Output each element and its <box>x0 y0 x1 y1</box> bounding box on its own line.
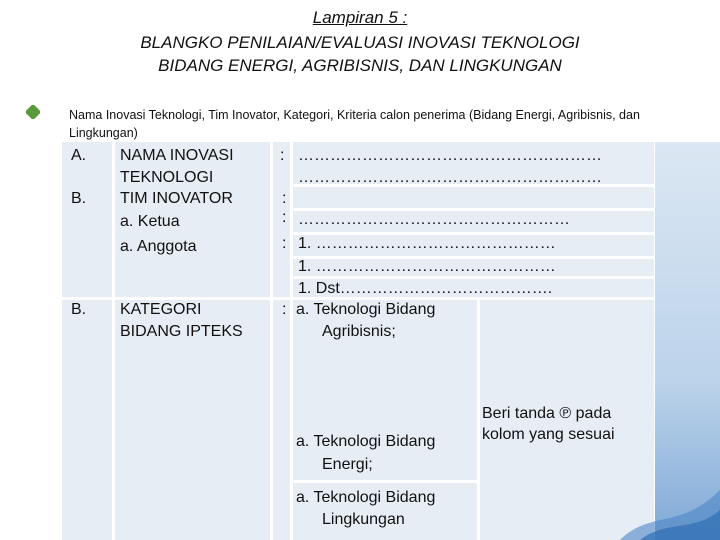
ketua-label: a. Ketua <box>120 213 180 230</box>
checkbox-cell-agribisnis[interactable] <box>480 300 652 395</box>
anggota-colon: : <box>282 235 287 252</box>
row-a-letter: A. <box>71 147 87 164</box>
kategori-colon: : <box>282 301 287 318</box>
ketua-field[interactable]: …………………………………………… <box>298 211 570 228</box>
anggota-field-2[interactable]: 1. ……………………………………… <box>298 258 556 275</box>
option-energi-line1: a. Teknologi Bidang <box>296 433 436 450</box>
option-agribisnis-line1: a. Teknologi Bidang <box>296 301 436 318</box>
row-b-letter: B. <box>71 190 87 207</box>
anggota-field-3[interactable]: 1. Dst…………………………………. <box>298 280 553 297</box>
form-title-line2: BIDANG ENERGI, AGRIBISNIS, DAN LINGKUNGAN <box>158 56 562 75</box>
instruction-note-line1: Beri tanda ℗ pada <box>482 405 612 422</box>
form-title-line1: BLANGKO PENILAIAN/EVALUASI INOVASI TEKNOLOGI <box>140 33 580 52</box>
checkbox-cell-lingkungan[interactable] <box>480 483 652 538</box>
row-a-label-line2: TEKNOLOGI <box>120 169 214 186</box>
option-lingkungan-line2: Lingkungan <box>322 511 405 528</box>
appendix-label: Lampiran 5 : <box>312 8 408 27</box>
check-mark-icon: ℗ <box>559 405 572 422</box>
tim-inovator-colon: : <box>282 190 287 207</box>
anggota-label: a. Anggota <box>120 238 197 255</box>
row-a-label-line1: NAMA INOVASI <box>120 147 234 164</box>
row-b2-letter: B. <box>71 301 87 318</box>
tim-inovator-label: TIM INOVATOR <box>120 190 233 207</box>
kategori-label-line1: KATEGORI <box>120 301 202 318</box>
option-lingkungan-line1: a. Teknologi Bidang <box>296 489 436 506</box>
intro-text: Nama Inovasi Teknologi, Tim Inovator, Kategori, Kriteria calon penerima (Bidang Energi, Agribisnis, dan Lingkungan) <box>69 108 640 140</box>
ketua-colon: : <box>282 209 287 226</box>
row-a-colon: : <box>280 147 285 164</box>
anggota-field-1[interactable]: 1. ……………………………………… <box>298 235 556 252</box>
nama-inovasi-field-line1[interactable]: ………………………………………………… <box>298 147 602 164</box>
nama-inovasi-field-line2[interactable]: ………………………………………………… <box>298 169 602 186</box>
diamond-bullet-icon <box>26 105 40 119</box>
kategori-label-line2: BIDANG IPTEKS <box>120 323 243 340</box>
instruction-note-line2: kolom yang sesuai <box>482 426 615 443</box>
option-agribisnis-line2: Agribisnis; <box>322 323 396 340</box>
option-energi-line2: Energi; <box>322 456 373 473</box>
